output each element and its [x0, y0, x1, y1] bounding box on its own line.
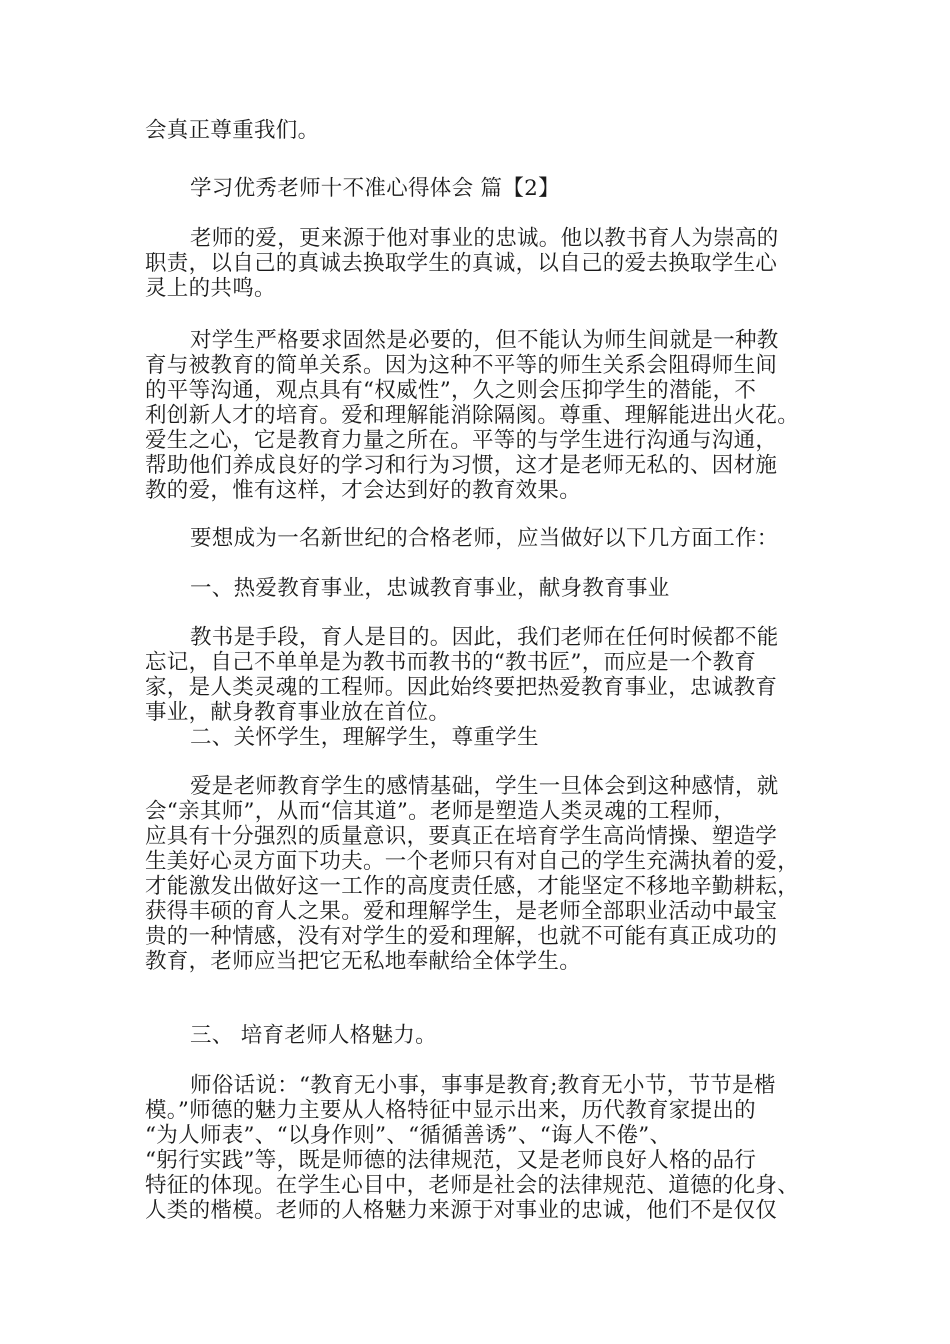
- paragraph: [145, 774, 807, 974]
- text-line: 三、 培育老师人格魅力。: [190, 1023, 437, 1048]
- section-heading: [145, 576, 670, 601]
- text-line: 获得丰硕的育人之果。爱和理解学生，是老师全部职业活动中最宝: [145, 899, 778, 924]
- text-line: 才能激发出做好这一工作的高度责任感，才能坚定不移地辛勤耕耘，: [145, 874, 800, 899]
- text-line: 教育，老师应当把它无私地奉献给全体学生。: [145, 949, 582, 974]
- text-line: 爱是老师教育学生的感情基础，学生一旦体会到这种感情，就: [190, 774, 779, 799]
- section-heading: [145, 1023, 437, 1048]
- paragraph: [145, 526, 779, 551]
- section-title: [145, 176, 560, 201]
- text-line: 要想成为一名新世纪的合格老师，应当做好以下几方面工作：: [190, 526, 779, 551]
- paragraph: [145, 625, 807, 725]
- text-line: 忘记，自己不单单是为教书而教书的“教书匠”，而应是一个教育: [145, 650, 757, 675]
- text-line: 的平等沟通，观点具有“权威性”，久之则会压抑学生的潜能，不: [145, 378, 757, 403]
- section-heading: [145, 725, 539, 750]
- text-line: 会“亲其师”，从而“信其道”。老师是塑造人类灵魂的工程师，: [145, 799, 736, 824]
- text-line: 灵上的共鸣。: [145, 276, 276, 301]
- text-line: 模。”师德的魅力主要从人格特征中显示出来，历代教育家提出的: [145, 1098, 756, 1123]
- paragraph: [145, 328, 807, 503]
- text-line: 学习优秀老师十不准心得体会 篇【2】: [190, 176, 560, 201]
- text-line: 生美好心灵方面下功夫。一个老师只有对自己的学生充满执着的爱，: [145, 849, 800, 874]
- paragraph: [145, 226, 807, 301]
- text-line: 对学生严格要求固然是必要的，但不能认为师生间就是一种教: [190, 328, 779, 353]
- text-line: 教书是手段，育人是目的。因此，我们老师在任何时候都不能: [190, 625, 779, 650]
- text-line: 事业，献身教育事业放在首位。: [145, 700, 451, 725]
- text-line: 爱生之心，它是教育力量之所在。平等的与学生进行沟通与沟通，: [145, 428, 778, 453]
- text-line: 会真正尊重我们。: [145, 118, 320, 143]
- text-line: 家，是人类灵魂的工程师。因此始终要把热爱教育事业，忠诚教育: [145, 675, 778, 700]
- text-line: 特征的体现。在学生心目中，老师是社会的法律规范、道德的化身、: [145, 1173, 800, 1198]
- paragraph: [145, 1073, 807, 1223]
- text-line: 利创新人才的培育。爱和理解能消除隔阂。尊重、理解能进出火花。: [145, 403, 800, 428]
- text-line: 二、关怀学生，理解学生，尊重学生: [190, 725, 539, 750]
- text-line: 应具有十分强烈的质量意识，要真正在培育学生高尚情操、塑造学: [145, 824, 778, 849]
- text-line: 老师的爱，更来源于他对事业的忠诚。他以教书育人为崇高的: [190, 226, 779, 251]
- paragraph: [145, 118, 319, 143]
- text-line: 人类的楷模。老师的人格魅力来源于对事业的忠诚，他们不是仅仅: [145, 1198, 778, 1223]
- text-line: “为人师表”、“以身作则”、“循循善诱”、“诲人不倦”、: [145, 1123, 672, 1148]
- text-line: 育与被教育的简单关系。因为这种不平等的师生关系会阻碍师生间: [145, 353, 778, 378]
- text-line: 贵的一种情感，没有对学生的爱和理解，也就不可能有真正成功的: [145, 924, 778, 949]
- text-line: 一、热爱教育事业，忠诚教育事业，献身教育事业: [190, 576, 670, 601]
- text-line: 教的爱，惟有这样，才会达到好的教育效果。: [145, 478, 582, 503]
- text-line: 帮助他们养成良好的学习和行为习惯，这才是老师无私的、因材施: [145, 453, 778, 478]
- text-line: 师俗话说：“教育无小事，事事是教育;教育无小节，节节是楷: [190, 1073, 776, 1098]
- text-line: “躬行实践”等，既是师德的法律规范，又是老师良好人格的品行: [145, 1148, 757, 1173]
- text-line: 职责，以自己的真诚去换取学生的真诚，以自己的爱去换取学生心: [145, 251, 778, 276]
